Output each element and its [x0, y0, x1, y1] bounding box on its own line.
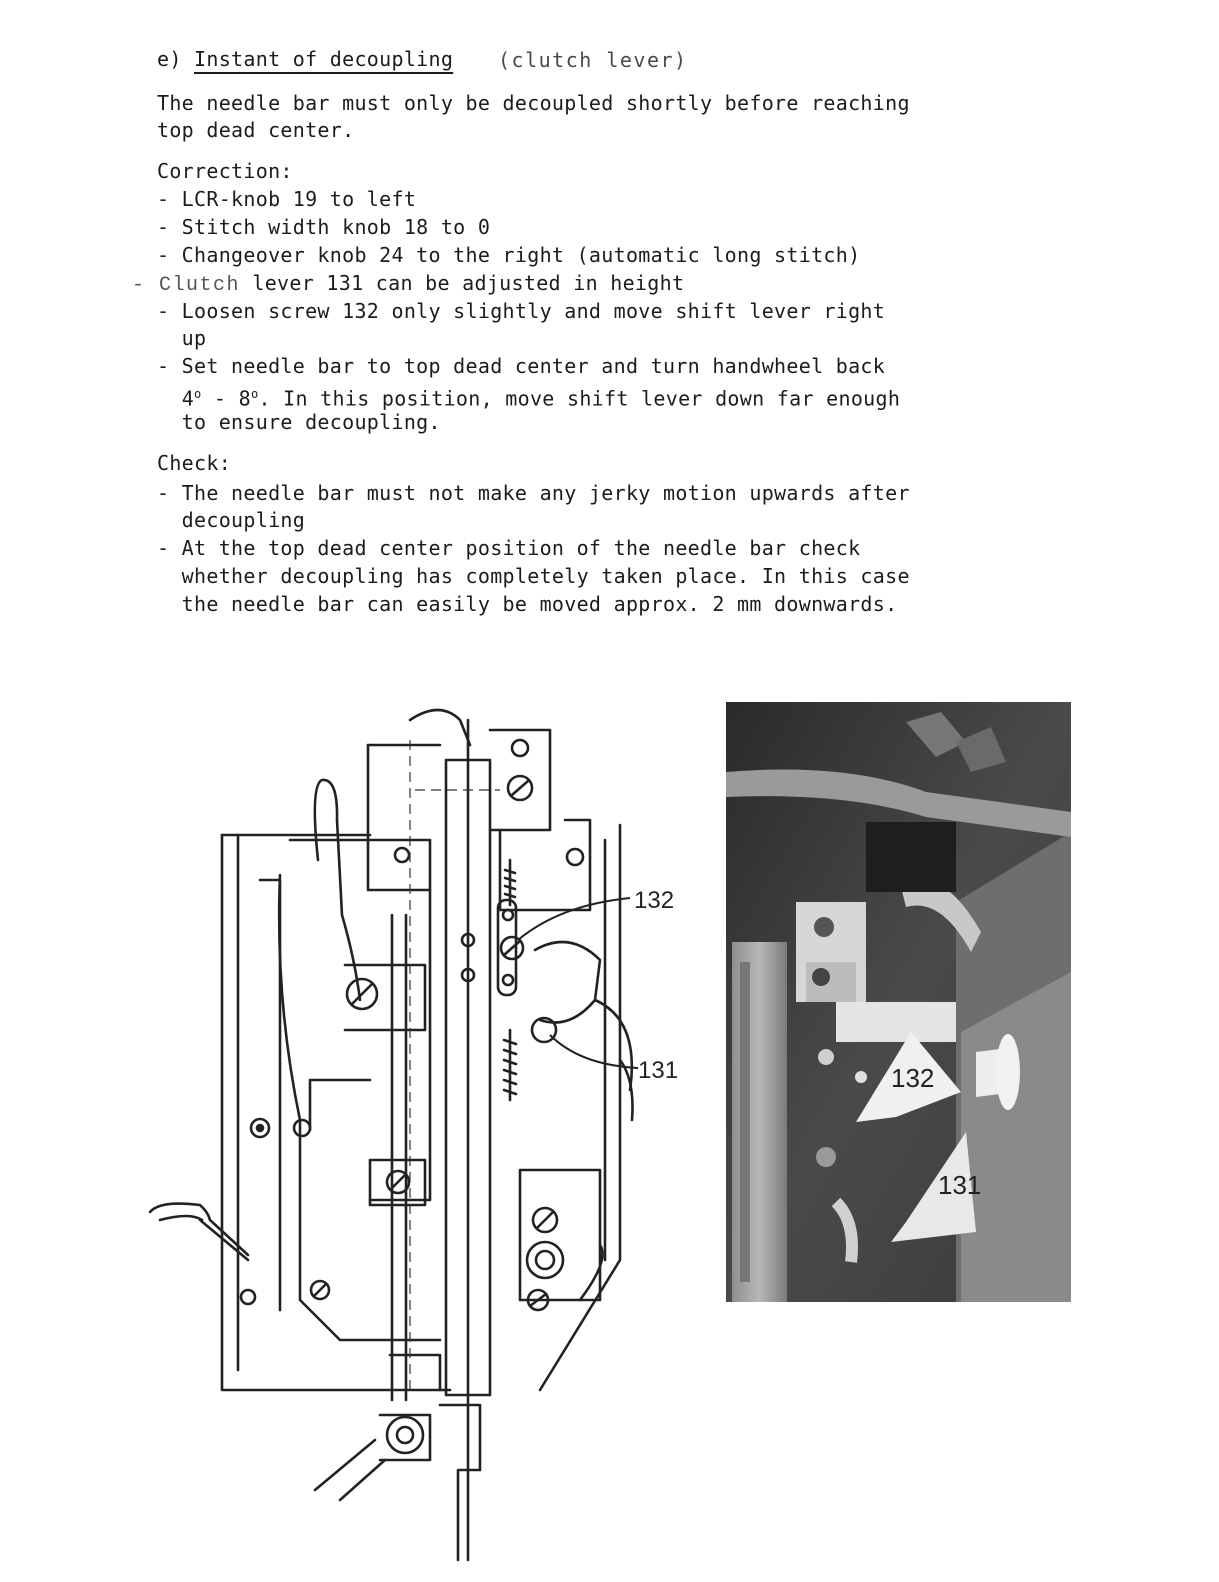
correction-item: - Loosen screw 132 only slightly and move shift lever right	[157, 299, 886, 323]
correction-item: to ensure decoupling.	[157, 410, 441, 434]
photo-label-131: 131	[938, 1170, 982, 1200]
check-line: decoupling	[157, 508, 306, 532]
correction-item: - LCR-knob 19 to left	[157, 187, 417, 211]
intro-line-2: top dead center.	[157, 118, 355, 142]
correction-item-rest: lever 131 can be adjusted in height	[240, 271, 685, 295]
section-label: e)	[157, 47, 182, 71]
correction-item: up	[157, 326, 207, 350]
section-note: (clutch lever)	[498, 48, 688, 72]
mechanism-photo	[726, 702, 1071, 1302]
check-line: whether decoupling has completely taken place. In this case	[157, 564, 910, 588]
section-title: Instant of decoupling	[194, 47, 454, 71]
check-heading: Check:	[157, 451, 232, 475]
correction-item: - Changeover knob 24 to the right (automatic long stitch)	[157, 243, 861, 267]
correction-item: - Stitch width knob 18 to 0	[157, 215, 491, 239]
handwritten-correction: - Clutch	[132, 274, 241, 297]
correction-item: - Set needle bar to top dead center and turn handwheel back	[157, 354, 886, 378]
check-line: the needle bar can easily be moved approx. 2 mm downwards.	[157, 592, 898, 616]
check-line: - The needle bar must not make any jerky motion upwards after	[157, 481, 910, 505]
correction-heading: Correction:	[157, 159, 293, 183]
intro-line-1: The needle bar must only be decoupled shortly before reaching	[157, 91, 910, 115]
check-line: - At the top dead center position of the needle bar check	[157, 536, 861, 560]
callout-131: 131	[638, 1057, 679, 1084]
photo-label-132: 132	[891, 1063, 935, 1093]
correction-degree-line: 4$^o$ - 8$^o$. In this position, move shift lever down far enough	[181, 386, 901, 411]
callout-132: 132	[634, 887, 675, 914]
mechanism-drawing	[140, 700, 700, 1565]
correction-item-handwritten	[132, 270, 684, 299]
section-heading	[157, 46, 453, 73]
